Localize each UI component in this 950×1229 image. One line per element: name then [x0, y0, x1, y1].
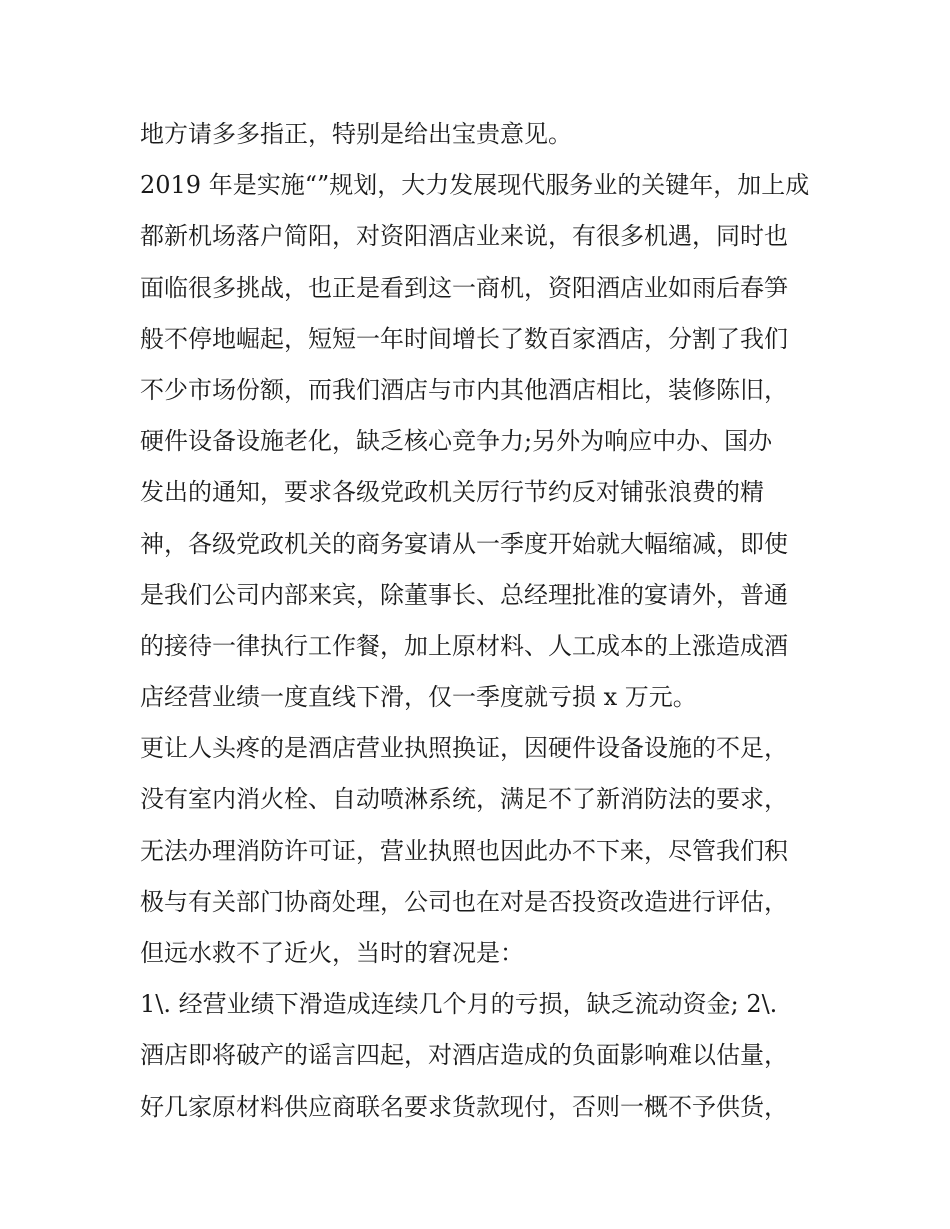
text-line-5: 般不停地崛起，短短一年时间增长了数百家酒店，分割了我们	[140, 324, 788, 353]
text-line-15: 无法办理消防许可证，营业执照也因此办不下来，尽管我们积	[140, 836, 788, 865]
text-line-16: 极与有关部门协商处理，公司也在对是否投资改造进行评估，	[140, 887, 788, 916]
text-line-11: 的接待一律执行工作餐，加上原材料、人工成本的上涨造成酒	[140, 631, 788, 660]
text-line-14: 没有室内消火栓、自动喷淋系统，满足不了新消防法的要求，	[140, 785, 788, 814]
text-line-6: 不少市场份额，而我们酒店与市内其他酒店相比，装修陈旧，	[140, 375, 788, 404]
text-line-1: 地方请多多指正，特别是给出宝贵意见。	[140, 120, 572, 148]
text-line-18: 1\. 经营业绩下滑造成连续几个月的亏损，缺乏流动资金; 2\.	[140, 990, 778, 1019]
text-line-12: 店经营业绩一度直线下滑，仅一季度就亏损 x 万元。	[140, 683, 697, 712]
text-line-9: 神，各级党政机关的商务宴请从一季度开始就大幅缩减，即使	[140, 529, 788, 558]
text-line-2: 2019 年是实施“”规划，大力发展现代服务业的关键年，加上成	[140, 171, 810, 200]
text-line-7: 硬件设备设施老化，缺乏核心竞争力;另外为响应中办、国办	[140, 427, 773, 456]
text-line-17: 但远水救不了近火，当时的窘况是：	[140, 939, 524, 967]
text-line-8: 发出的通知，要求各级党政机关厉行节约反对铺张浪费的精	[140, 478, 764, 507]
text-line-3: 都新机场落户简阳，对资阳酒店业来说，有很多机遇，同时也	[140, 222, 788, 251]
text-line-4: 面临很多挑战，也正是看到这一商机，资阳酒店业如雨后春笋	[140, 273, 788, 302]
document-body	[140, 109, 830, 1133]
text-line-13: 更让人头疼的是酒店营业执照换证，因硬件设备设施的不足，	[140, 734, 788, 763]
text-line-10: 是我们公司内部来宾，除董事长、总经理批准的宴请外，普通	[140, 580, 788, 609]
text-line-20: 好几家原材料供应商联名要求货款现付，否则一概不予供货，	[140, 1092, 788, 1121]
text-line-19: 酒店即将破产的谣言四起，对酒店造成的负面影响难以估量，	[140, 1041, 788, 1070]
